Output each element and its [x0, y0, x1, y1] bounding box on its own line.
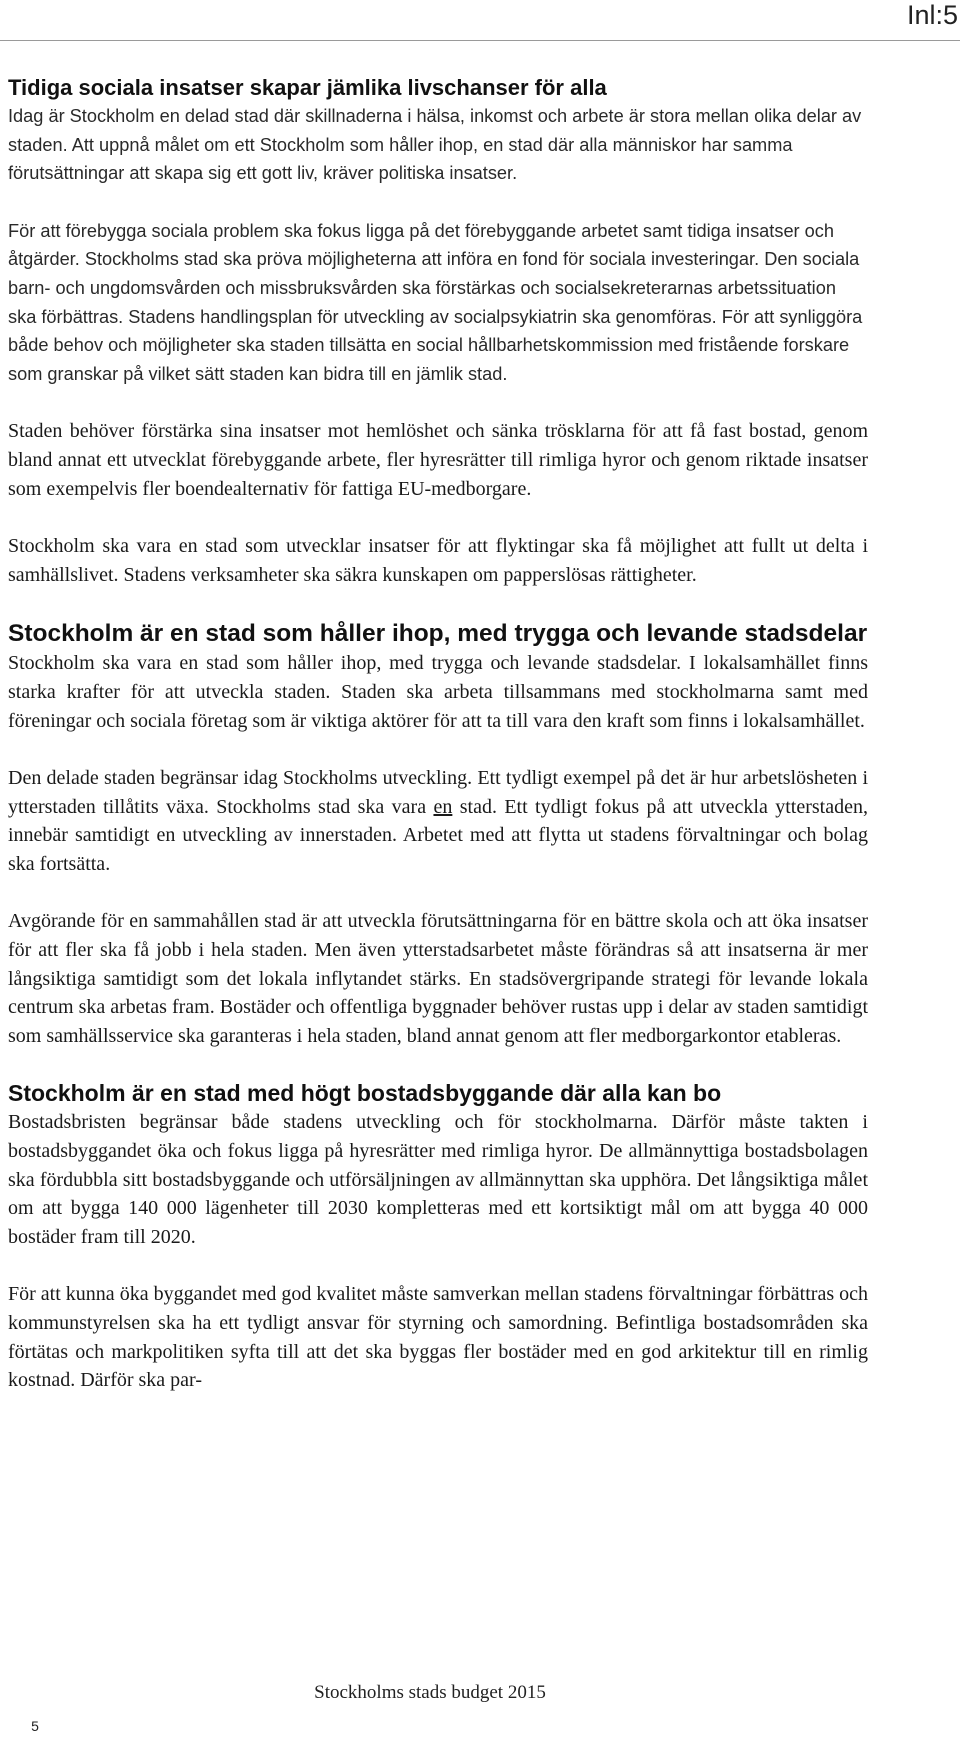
paragraph [8, 764, 868, 878]
paragraph: Bostadsbristen begränsar både stadens utveckling och för stockholmarna. Därför måste takten i bostadsbyggandet öka och fokus ligga på hyresrätter med rimliga hyror. De allmännyttiga bostadsbolagen ska fördubbla sitt bostadsbyggande och utförsäljningen av allmännyttan ska upphöra. Det långsiktiga målet om att bygga 140 000 lägenheter till 2030 kompletteras med ett kortsiktigt mål om att bygga 40 000 bostäder fram till 2020. [8, 1111, 868, 1248]
paragraph: Staden behöver förstärka sina insatser mot hemlöshet och sänka trösklarna för att få fast bostad, genom bland annat ett utvecklat förebyggande arbete, fler hyresrätter till rimliga hyror och genom riktade insatser som exempelvis fler boendealternativ för fattiga EU-medborgare. [8, 420, 868, 500]
page-content [8, 74, 868, 1395]
header-rule [0, 40, 960, 41]
paragraph: Stockholm ska vara en stad som håller ihop, med trygga och levande stadsdelar. I lokalsamhället finns starka krafter för att utveckla staden. Staden ska arbeta tillsammans med stockholmarna samt med föreningar och sociala företag som är viktiga aktörer för att ta till vara den kraft som finns i lokalsamhället. [8, 652, 868, 732]
paragraph-text: Den delade staden begränsar idag Stockholms utveckling. Ett tydligt exempel på det är hur arbetslösheten i ytterstaden tillåtits växa. Stockholms stad ska vara [8, 767, 868, 818]
section-heading-early-social-efforts: Tidiga sociala insatser skapar jämlika livschanser för alla [8, 75, 607, 100]
underlined-word: en [433, 795, 453, 818]
page-number: 5 [31, 1718, 39, 1734]
paragraph: För att kunna öka byggandet med god kvalitet måste samverkan mellan stadens förvaltningar förbättras och kommunstyrelsen ska ha ett tydligt ansvar för styrning och samordning. Befintliga bostadsområden ska förtätas och markpolitiken syfta till att det ska byggas fler bostäder med en god arkitektur till en rimlig kostnad. Därför ska par- [8, 1283, 868, 1392]
paragraph: Avgörande för en sammahållen stad är att utveckla förutsättningarna för en bättre skola och att öka insatser för att fler ska få jobb i hela staden. Men även ytterstadsarbetet måste förändras så att insatserna är mer långsiktiga samtidigt som det lokala inflytandet stärks. En stadsövergripande strategi för levande lokala centrum ska arbetas fram. Bostäder och offentliga byggnader behöver rustas upp i delar av staden samtidigt som samhällsservice ska garanteras i hela staden, bland annat genom att fler medborgarkontor etableras. [8, 910, 868, 1047]
footer-title: Stockholms stads budget 2015 [314, 1682, 546, 1703]
paragraph: Stockholm ska vara en stad som utvecklar insatser för att flyktingar ska få möjlighet att fullt ut delta i samhällslivet. Stadens verksamheter ska säkra kunskapen om papperslösas rättigheter. [8, 535, 868, 586]
paragraph-text: stad. Ett tydligt fokus på att utveckla ytterstaden, innebär samtidigt en utveckling av innerstaden. Arbetet med att flytta ut stadens förvaltningar och bolag ska fortsätta. [8, 795, 868, 875]
paragraph: För att förebygga sociala problem ska fokus ligga på det förebyggande arbetet samt tidiga insatser och åtgärder. Stockholms stad ska pröva möjligheterna att införa en fond för sociala investeringar. Den sociala barn- och ungdomsvården och missbruksvården ska förstärkas och socialsekreterarnas arbetssituation ska förbättras. Stadens handlingsplan för utveckling av socialpsykiatrin ska genomföras. För att synliggöra både behov och möjligheter ska staden tillsätta en social hållbarhetskommission med fristående forskare som granskar på vilket sätt staden kan bidra till en jämlik stad. [8, 220, 863, 384]
section-heading-housing: Stockholm är en stad med högt bostadsbyggande där alla kan bo [8, 1080, 722, 1107]
section-heading-city-holds-together: Stockholm är en stad som håller ihop, med trygga och levande stadsdelar [8, 620, 868, 648]
paragraph: Idag är Stockholm en delad stad där skillnaderna i hälsa, inkomst och arbete är stora mellan olika delar av staden. Att uppnå målet om ett Stockholm som håller ihop, en stad där alla människor har samma förutsättningar att skapa sig ett gott liv, kräver politiska insatser. [8, 106, 862, 184]
document-tag: Inl:5 [906, 0, 958, 30]
